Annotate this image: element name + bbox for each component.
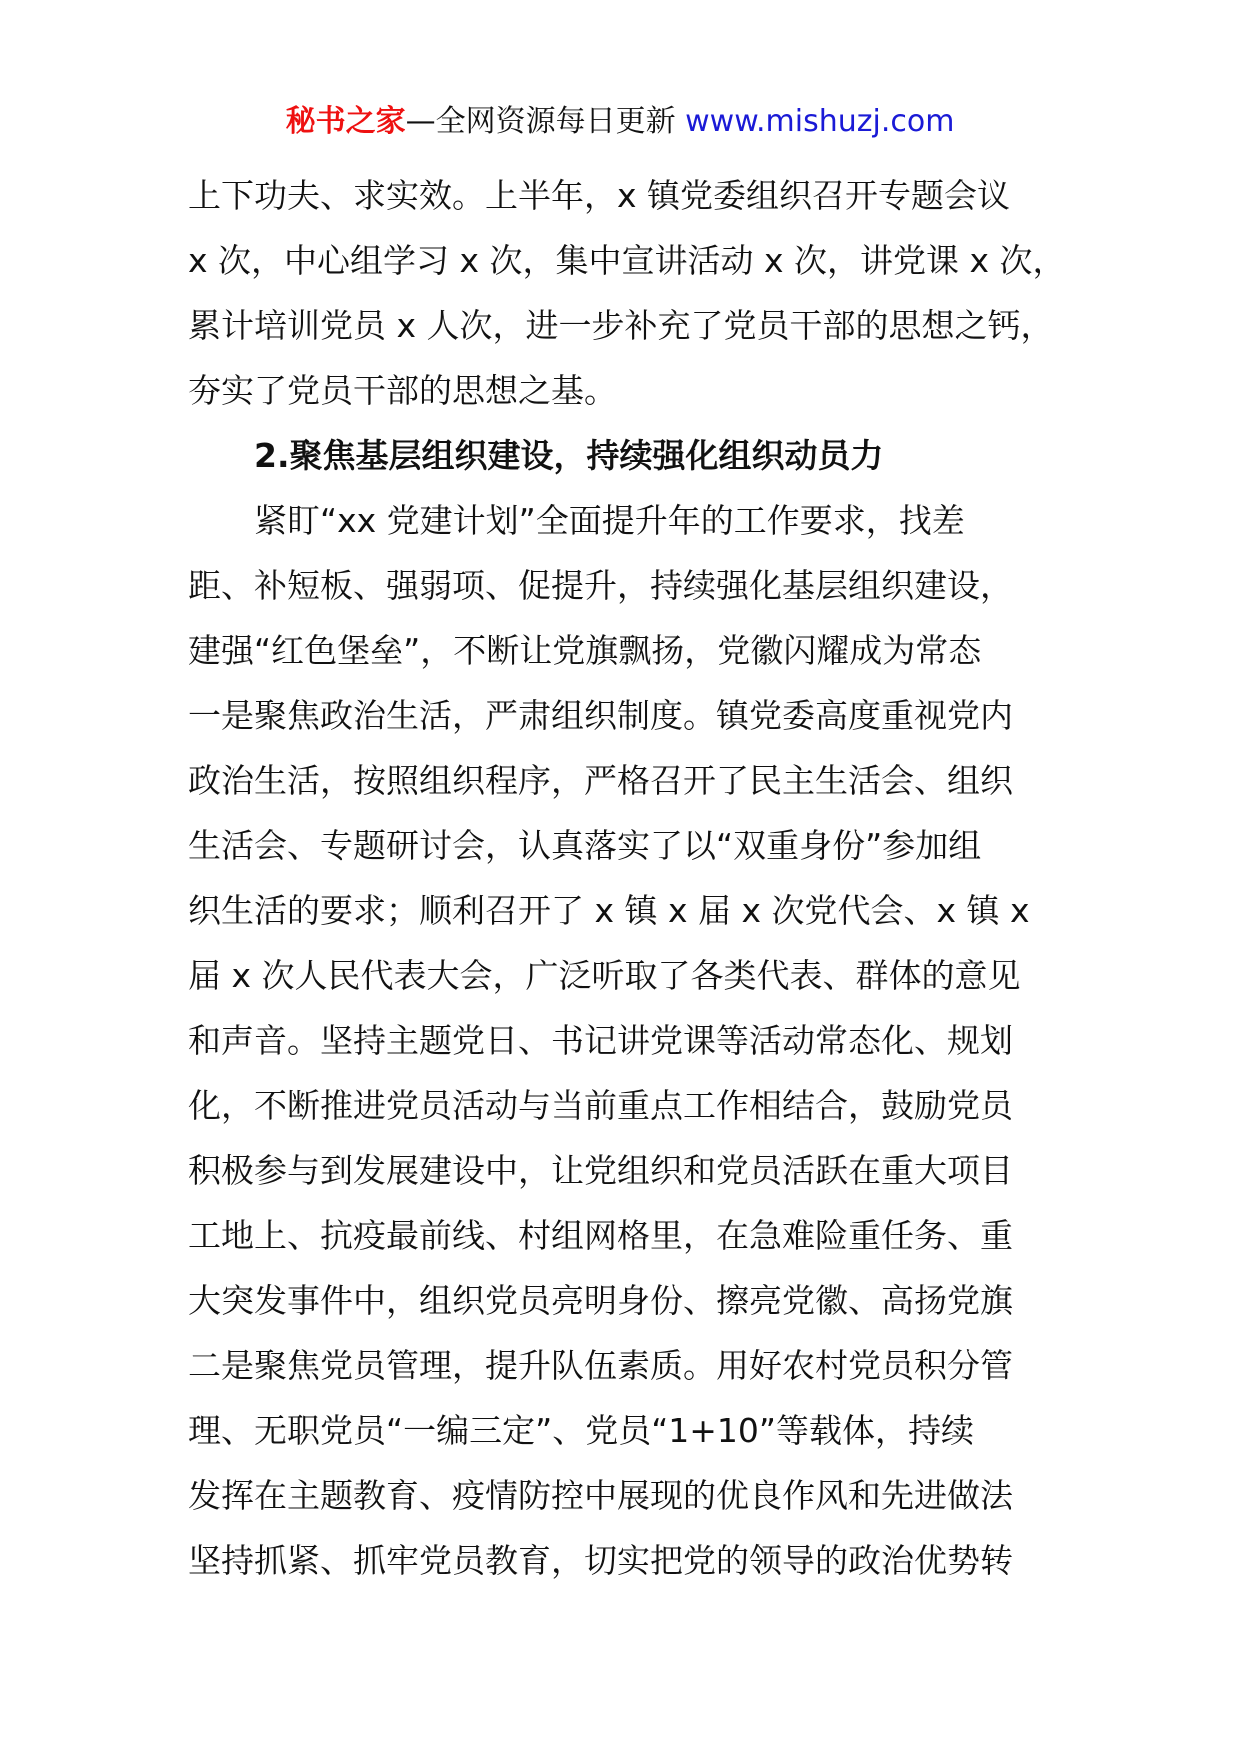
- site-header: [0, 100, 1240, 144]
- brand-name: 秘书之家: [285, 104, 406, 139]
- text-line: 工地上、抗疫最前线、村组网格里，在急难险重任务、重: [188, 1216, 1013, 1255]
- text-line: 生活会、专题研讨会，认真落实了以“双重身份”参加组: [188, 826, 982, 865]
- text-line: 积极参与到发展建设中，让党组织和党员活跃在重大项目: [188, 1151, 1013, 1190]
- text-line: 大突发事件中，组织党员亮明身份、擦亮党徽、高扬党旗: [188, 1281, 1013, 1320]
- text-line: 一是聚焦政治生活，严肃组织制度。镇党委高度重视党内: [188, 696, 1013, 735]
- text-line: 发挥在主题教育、疫情防控中展现的优良作风和先进做法: [188, 1476, 1013, 1515]
- document-body: [188, 163, 1088, 1593]
- text-line: 夯实了党员干部的思想之基。: [188, 371, 617, 410]
- site-url-link[interactable]: www.mishuzj.com: [685, 104, 955, 139]
- text-line: 距、补短板、强弱项、促提升，持续强化基层组织建设，: [188, 566, 1013, 605]
- text-line: 化，不断推进党员活动与当前重点工作相结合，鼓励党员: [188, 1086, 1013, 1125]
- text-line: 二是聚焦党员管理，提升队伍素质。用好农村党员积分管: [188, 1346, 1013, 1385]
- text-line: 政治生活，按照组织程序，严格召开了民主生活会、组织: [188, 761, 1013, 800]
- text-line: 织生活的要求；顺利召开了 x 镇 x 届 x 次党代会、x 镇 x: [188, 891, 1030, 930]
- text-line: 届 x 次人民代表大会，广泛听取了各类代表、群体的意见: [188, 956, 1021, 995]
- text-line: 上下功夫、求实效。上半年，x 镇党委组织召开专题会议: [188, 176, 1011, 215]
- text-line: x 次，中心组学习 x 次，集中宣讲活动 x 次，讲党课 x 次，: [188, 241, 1066, 280]
- text-line: 坚持抓紧、抓牢党员教育，切实把党的领导的政治优势转: [188, 1541, 1013, 1580]
- section-heading: 2.聚焦基层组织建设，持续强化组织动员力: [254, 436, 884, 475]
- text-line: 理、无职党员“一编三定”、党员“1+10”等载体，持续: [188, 1411, 975, 1450]
- text-line: 建强“红色堡垒”，不断让党旗飘扬，党徽闪耀成为常态: [188, 631, 982, 670]
- text-line: 和声音。坚持主题党日、书记讲党课等活动常态化、规划: [188, 1021, 1013, 1060]
- text-line: 累计培训党员 x 人次，进一步补充了党员干部的思想之钙，: [188, 306, 1054, 345]
- header-tagline: —全网资源每日更新: [405, 104, 676, 139]
- text-line: 紧盯“xx 党建计划”全面提升年的工作要求，找差: [254, 501, 965, 540]
